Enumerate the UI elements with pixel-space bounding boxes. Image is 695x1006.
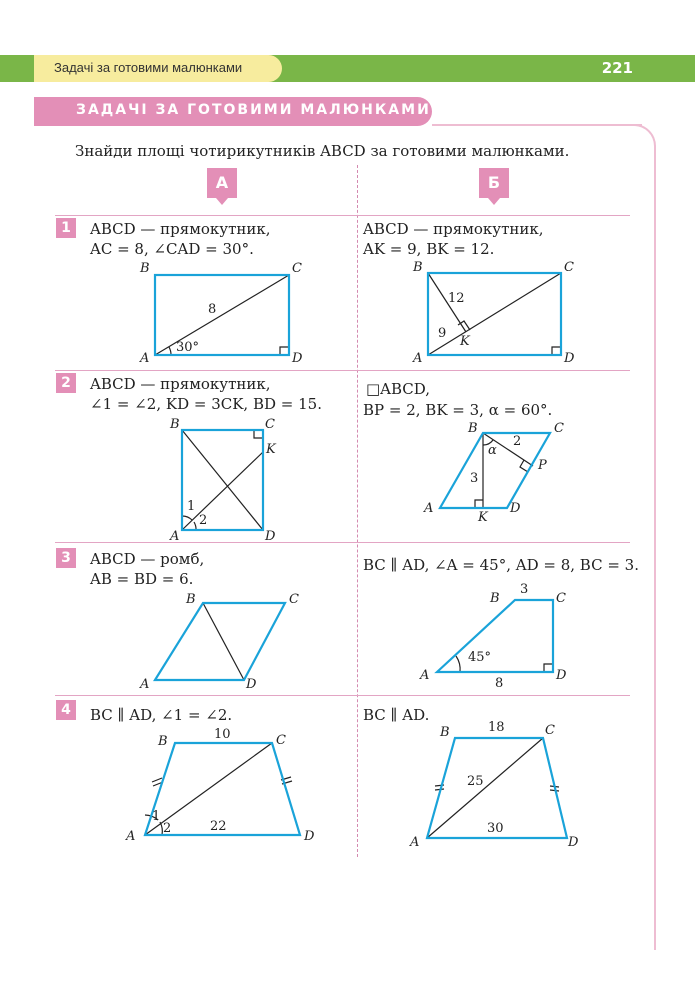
fig-2b-label-p: P bbox=[538, 458, 547, 473]
fig-3b-angle-arc bbox=[456, 656, 460, 672]
fig-1b-diagonal bbox=[428, 273, 561, 355]
fig-3b-label-a: A bbox=[420, 668, 430, 683]
fig-4a-label-2: 2 bbox=[163, 821, 172, 836]
fig-2b-label-a: A bbox=[424, 501, 434, 516]
fig-4a-label-a: A bbox=[126, 829, 136, 844]
fig-4b-label-bc: 18 bbox=[488, 720, 505, 735]
fig-4b-label-a: A bbox=[410, 835, 420, 850]
fig-3a-rhombus bbox=[155, 603, 285, 680]
fig-1a-angle-arc bbox=[169, 347, 171, 355]
problem-number-3: 3 bbox=[56, 548, 76, 568]
problem-3a-line2: AB = BD = 6. bbox=[90, 570, 194, 588]
fig-1a-label-b: B bbox=[140, 261, 150, 276]
fig-2b-label-c: C bbox=[554, 421, 564, 436]
fig-2a-label-2: 2 bbox=[199, 513, 208, 528]
section-title: ЗАДАЧІ ЗА ГОТОВИМИ МАЛЮНКАМИ bbox=[76, 102, 431, 118]
problem-4a-line1: BC ∥ AD, ∠1 = ∠2. bbox=[90, 706, 233, 724]
fig-2a-label-c: C bbox=[265, 417, 275, 432]
problem-2a-line1: ABCD — прямокутник, bbox=[90, 375, 271, 393]
fig-3b-label-bc: 3 bbox=[520, 582, 529, 597]
fig-4a-label-1: 1 bbox=[152, 809, 161, 824]
fig-4a-label-bc: 10 bbox=[214, 727, 231, 742]
page-number: 221 bbox=[601, 59, 633, 77]
fig-4a-label-d: D bbox=[304, 829, 315, 844]
fig-4b-label-ad: 30 bbox=[487, 821, 504, 836]
fig-1b-right-angle-d bbox=[552, 347, 561, 355]
fig-3b-label-b: B bbox=[490, 591, 500, 606]
fig-4b-label-ac: 25 bbox=[467, 774, 484, 789]
fig-1a-label-diag: 8 bbox=[208, 302, 217, 317]
problem-number-2: 2 bbox=[56, 373, 76, 393]
column-b-tab: Б bbox=[479, 168, 509, 198]
fig-2a-segment-ak bbox=[182, 452, 263, 530]
fig-2a-angle-1 bbox=[182, 516, 192, 520]
fig-2a-label-a: A bbox=[170, 529, 180, 544]
fig-4a-label-ad: 22 bbox=[210, 819, 227, 834]
problem-4b-line1: BC ∥ AD. bbox=[363, 706, 430, 724]
fig-1b-label-d: D bbox=[564, 351, 575, 366]
fig-3b-label-d: D bbox=[556, 668, 567, 683]
fig-1a-label-angle: 30° bbox=[176, 340, 200, 355]
fig-2a-angle-2 bbox=[194, 522, 196, 530]
fig-1b-label-bk: 12 bbox=[448, 291, 465, 306]
fig-3a-diagonal-bd bbox=[203, 603, 244, 680]
fig-4b-label-c: C bbox=[545, 723, 555, 738]
fig-4b-label-b: B bbox=[440, 725, 450, 740]
fig-1b-label-b: B bbox=[413, 260, 423, 275]
fig-3b-right-angle bbox=[544, 664, 553, 672]
problem-1b-line1: ABCD — прямокутник, bbox=[363, 220, 544, 238]
fig-1b-label-c: C bbox=[564, 260, 574, 275]
fig-2a-label-b: B bbox=[170, 417, 180, 432]
fig-2a-right-angle-c bbox=[254, 430, 263, 438]
fig-1a-label-d: D bbox=[292, 351, 303, 366]
fig-2a-label-d: D bbox=[265, 529, 276, 544]
fig-2a-label-k: K bbox=[266, 442, 276, 457]
fig-4a-tick-ab bbox=[152, 778, 162, 782]
fig-1b-label-a: A bbox=[413, 351, 423, 366]
problem-2b-line1: □ABCD, bbox=[366, 380, 431, 398]
fig-1b-label-ak: 9 bbox=[438, 326, 447, 341]
fig-4a-label-b: B bbox=[158, 734, 168, 749]
fig-4a-label-c: C bbox=[276, 733, 286, 748]
problem-number-4: 4 bbox=[56, 700, 76, 720]
problem-2a-line2: ∠1 = ∠2, KD = 3CK, BD = 15. bbox=[90, 395, 322, 413]
fig-2b-label-alpha: α bbox=[488, 443, 497, 458]
problem-3a-line1: ABCD — ромб, bbox=[90, 550, 205, 568]
fig-3a-label-b: B bbox=[186, 592, 196, 607]
fig-3b-trapezoid bbox=[437, 600, 553, 672]
fig-2a-label-1: 1 bbox=[187, 499, 196, 514]
problem-1a-line2: AC = 8, ∠CAD = 30°. bbox=[90, 240, 254, 258]
problem-1b-line2: AK = 9, BK = 12. bbox=[363, 240, 495, 258]
fig-4b-label-d: D bbox=[568, 835, 579, 850]
fig-4a-angle-2 bbox=[160, 822, 162, 835]
fig-3a-label-a: A bbox=[140, 677, 150, 692]
fig-1a-label-c: C bbox=[292, 261, 302, 276]
fig-3b-label-c: C bbox=[556, 591, 566, 606]
fig-2b-label-bk: 3 bbox=[470, 471, 479, 486]
fig-3b-label-angle: 45° bbox=[468, 650, 492, 665]
fig-3a-label-c: C bbox=[289, 592, 299, 607]
problem-1a-line1: ABCD — прямокутник, bbox=[90, 220, 271, 238]
fig-2a-diagonal-bd bbox=[182, 430, 263, 530]
problem-number-1: 1 bbox=[56, 218, 76, 238]
fig-2b-label-bp: 2 bbox=[513, 434, 522, 449]
fig-1a-label-a: A bbox=[140, 351, 150, 366]
intro-text: Знайди площі чотирикутників ABCD за готовими малюнками. bbox=[75, 142, 570, 160]
fig-3b-label-ad: 8 bbox=[495, 676, 504, 691]
fig-2b-label-b: B bbox=[468, 421, 478, 436]
column-a-tab: А bbox=[207, 168, 237, 198]
fig-1a-right-angle bbox=[280, 347, 289, 355]
chapter-tab-label: Задачі за готовими малюнками bbox=[54, 60, 243, 75]
fig-4b-diagonal-ac bbox=[427, 738, 543, 838]
fig-2b-label-k: K bbox=[478, 510, 488, 525]
fig-2b-label-d: D bbox=[510, 501, 521, 516]
problem-3b-line1: BC ∥ AD, ∠A = 45°, AD = 8, BC = 3. bbox=[363, 556, 639, 574]
fig-2b-right-angle-k bbox=[475, 500, 483, 508]
fig-3a-label-d: D bbox=[246, 677, 257, 692]
problem-2b-line2: BP = 2, BK = 3, α = 60°. bbox=[363, 401, 553, 419]
fig-1b-label-k: K bbox=[460, 334, 470, 349]
